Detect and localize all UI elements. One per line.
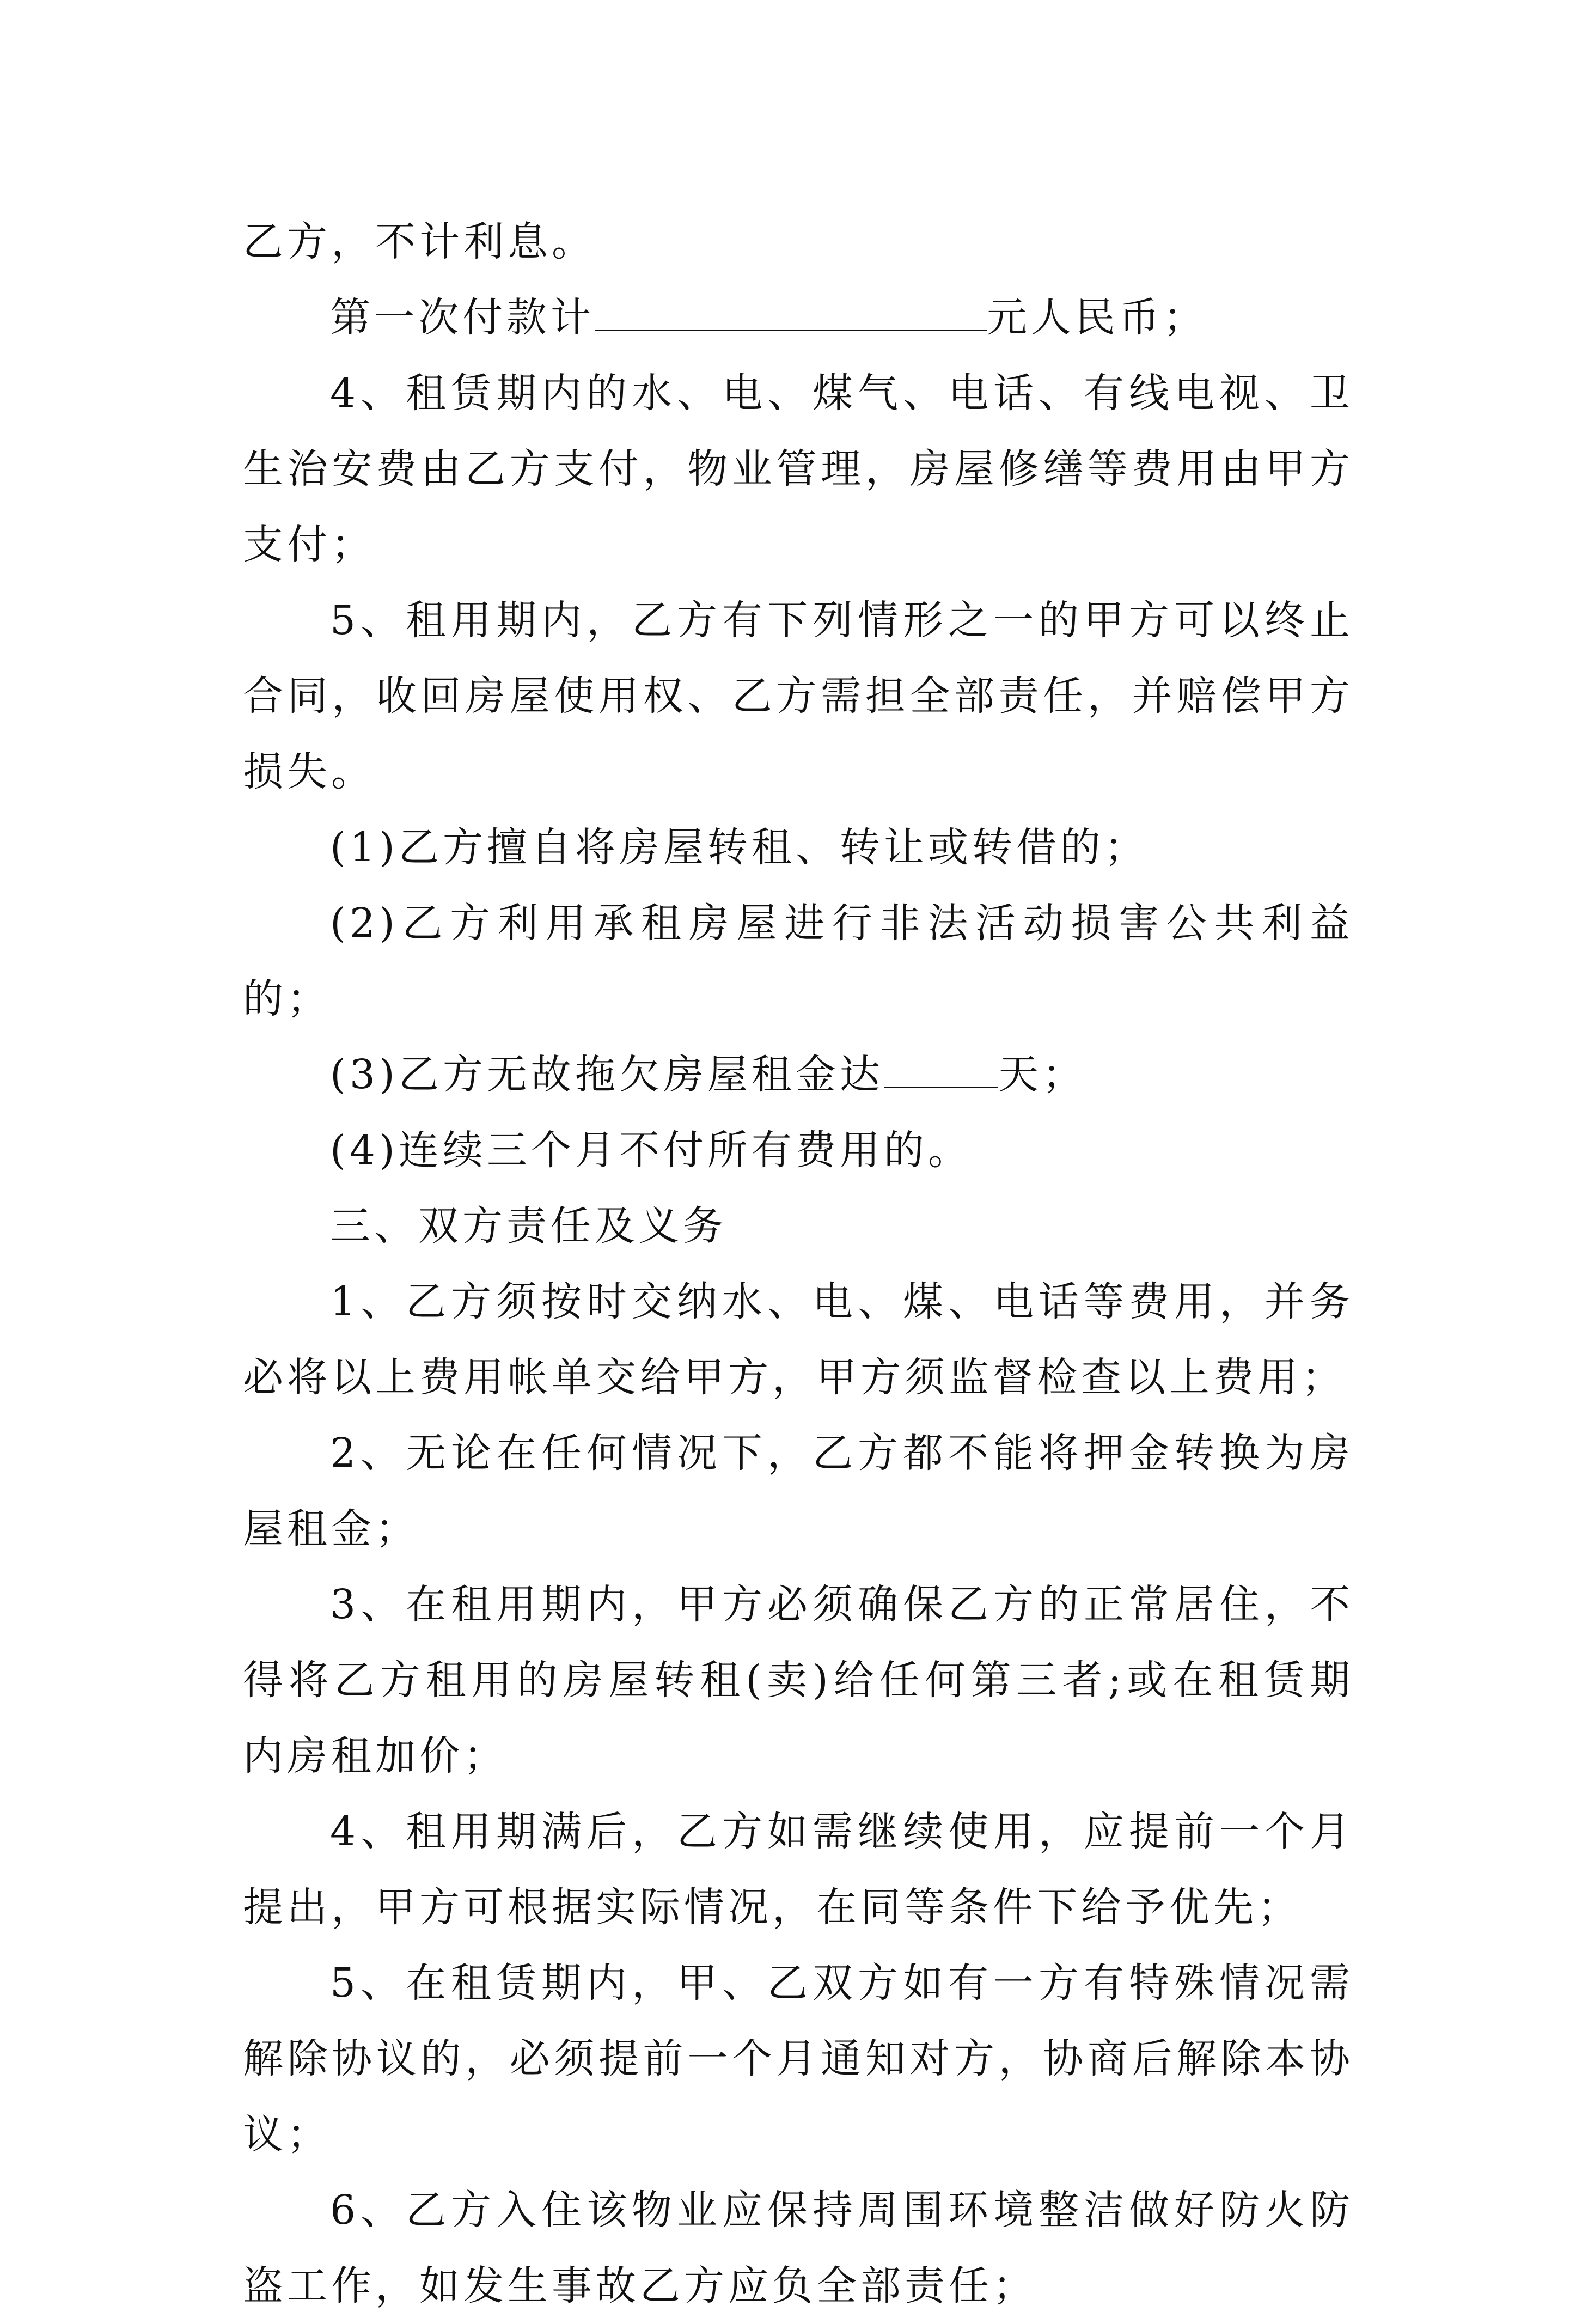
section-heading-responsibilities: 三、双方责任及义务 [330, 1203, 727, 1249]
paragraph-item-2: (2)乙方利用承租房屋进行非法活动损害公共利益的； [243, 900, 1354, 1022]
paragraph-duty-2: 2、无论在任何情况下，乙方都不能将押金转换为房屋租金； [243, 1430, 1354, 1552]
first-payment-label: 第一次付款计 [330, 294, 595, 341]
paragraph-duty-4: 4、租用期满后，乙方如需继续使用，应提前一个月提出，甲方可根据实际情况，在同等条件下给予优先； [243, 1808, 1354, 1931]
paragraph-item-4: (4)连续三个月不付所有费用的。 [330, 1127, 972, 1174]
paragraph-duty-3: 3、在租用期内，甲方必须确保乙方的正常居住，不得将乙方租用的房屋转租(卖)给任何第三者;或在租赁期内房租加价； [243, 1581, 1354, 1779]
paragraph-first-payment [243, 280, 1354, 356]
paragraph-clause-5-termination: 5、租用期内，乙方有下列情形之一的甲方可以终止合同，收回房屋使用权、乙方需担全部责任，并赔偿甲方损失。 [243, 597, 1354, 795]
paragraph-continuation: 乙方，不计利息。 [243, 218, 596, 265]
paragraph-clause-4-utilities: 4、租赁期内的水、电、煤气、电话、有线电视、卫生治安费由乙方支付，物业管理，房屋修缮等费用由甲方支付； [243, 370, 1354, 568]
paragraph-item-3 [243, 1037, 1354, 1113]
item-3-unit: 天； [998, 1051, 1086, 1098]
paragraph-duty-1: 1、乙方须按时交纳水、电、煤、电话等费用，并务必将以上费用帐单交给甲方，甲方须监督检查以上费用； [243, 1278, 1354, 1401]
paragraph-duty-5: 5、在租赁期内，甲、乙双方如有一方有特殊情况需解除协议的，必须提前一个月通知对方，协商后解除本协议； [243, 1960, 1354, 2158]
document-body [243, 204, 1354, 2324]
paragraph-item-1: (1)乙方擅自将房屋转租、转让或转借的； [330, 824, 1149, 871]
arrears-days-blank [884, 1053, 998, 1088]
paragraph-duty-6: 6、乙方入住该物业应保持周围环境整洁做好防火防盗工作，如发生事故乙方应负全部责任； [243, 2187, 1354, 2309]
first-payment-amount-blank [595, 296, 987, 331]
item-3-label: (3)乙方无故拖欠房屋租金达 [330, 1051, 884, 1098]
first-payment-unit: 元人民币； [987, 294, 1207, 341]
